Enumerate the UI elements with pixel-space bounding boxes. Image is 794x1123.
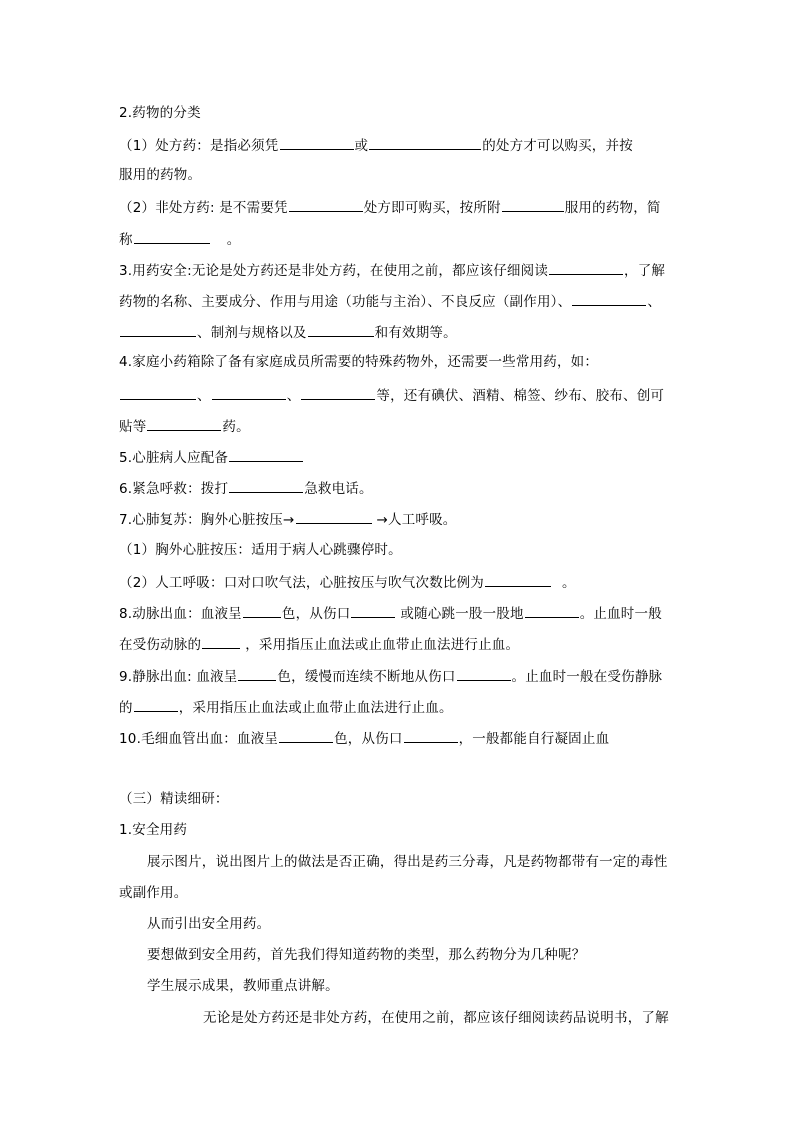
section-5: 5.心脏病人应配备 (119, 447, 304, 467)
blank (238, 666, 276, 681)
paragraph-1-cont: 或副作用。 (119, 885, 188, 901)
section-2-title: 2.药物的分类 (119, 105, 201, 121)
blank (202, 634, 240, 649)
paragraph-1: 展示图片，说出图片上的做法是否正确，得出是药三分毒，凡是药物都带有一定的毒性 (147, 854, 668, 870)
otc-definition-line1: （2）非处方药: 是不需要凭 处方即可购买，按所附 服用的药物，简 (119, 197, 661, 217)
otc-definition-line2: 称 。 (119, 229, 240, 249)
section-3-line3: 、制剂与规格以及 和有效期等。 (119, 322, 457, 342)
section-7-line3: （2）人工呼吸：口对口吹气法，心脏按压与吹气次数比例为 。 (119, 572, 576, 592)
section-8-line1: 8.动脉出血：血液呈 色，从伤口 或随心跳一股一股地 。止血时一般 (119, 603, 662, 623)
paragraph-3: 要想做到安全用药，首先我们得知道药物的类型，那么药物分为几种呢？ (147, 947, 586, 963)
part-3-heading: （三）精读细研： (119, 791, 229, 807)
blank (296, 509, 372, 524)
blank (229, 447, 303, 462)
section-4-line1: 4.家庭小药箱除了备有家庭成员所需要的特殊药物外，还需要一些常用药，如： (119, 354, 599, 370)
blank (212, 385, 286, 400)
blank (308, 322, 374, 337)
section-3-line1: 3.用药安全:无论是处方药还是非处方药，在使用之前，都应该仔细阅读 ，了解 (119, 260, 665, 280)
rx-definition-line2: 服用的药物。 (119, 167, 202, 183)
blank (134, 697, 178, 712)
blank (457, 666, 511, 681)
blank (525, 603, 579, 618)
section-7-line2: （1）胸外心脏按压：适用于病人心跳骤停时。 (119, 542, 402, 558)
rx-definition-line1: （1）处方药：是指必须凭 或 的处方才可以购买，并按 (119, 135, 633, 155)
blank (502, 197, 564, 212)
section-4-line3: 贴等 药。 (119, 416, 250, 436)
part-3-subheading: 1.安全用药 (119, 822, 188, 838)
blank (279, 728, 333, 743)
blank (485, 572, 551, 587)
blank (120, 385, 196, 400)
blank (351, 603, 395, 618)
section-3-line2: 药物的名称、主要成分、作用与用途（功能与主治）、不良反应（副作用）、 、 (119, 291, 661, 311)
blank (147, 416, 221, 431)
paragraph-2: 从而引出安全用药。 (147, 916, 271, 932)
blank (572, 291, 646, 306)
section-9-line2: 的 ，采用指压止血法或止血带止血法进行止血。 (119, 697, 453, 717)
blank (120, 322, 196, 337)
section-10: 10.毛细血管出血：血液呈 色，从伤口 ，一般都能自行凝固止血 (119, 728, 609, 748)
paragraph-4: 学生展示成果，教师重点讲解。 (147, 978, 339, 994)
section-4-line2: 、 、 等，还有碘伏、酒精、棉签、纱布、胶布、创可 (119, 385, 664, 405)
blank (243, 603, 281, 618)
blank (549, 260, 623, 275)
section-7-line1: 7.心肺复苏：胸外心脏按压→ →人工呼吸。 (119, 509, 457, 529)
blank (229, 478, 303, 493)
blank (280, 135, 354, 150)
blank (301, 385, 375, 400)
section-6: 6.紧急呼救：拨打 急救电话。 (119, 478, 373, 498)
blank (289, 197, 363, 212)
section-8-line2: 在受伤动脉的 ，采用指压止血法或止血带止血法进行止血。 (119, 634, 519, 654)
blank (404, 728, 458, 743)
section-9-line1: 9.静脉出血: 血液呈 色，缓慢而连续不断地从伤口 。止血时一般在受伤静脉 (119, 666, 662, 686)
blank (134, 229, 210, 244)
blank (369, 135, 481, 150)
paragraph-5: 无论是处方药还是非处方药，在使用之前，都应该仔细阅读药品说明书，了解 (203, 1010, 669, 1026)
